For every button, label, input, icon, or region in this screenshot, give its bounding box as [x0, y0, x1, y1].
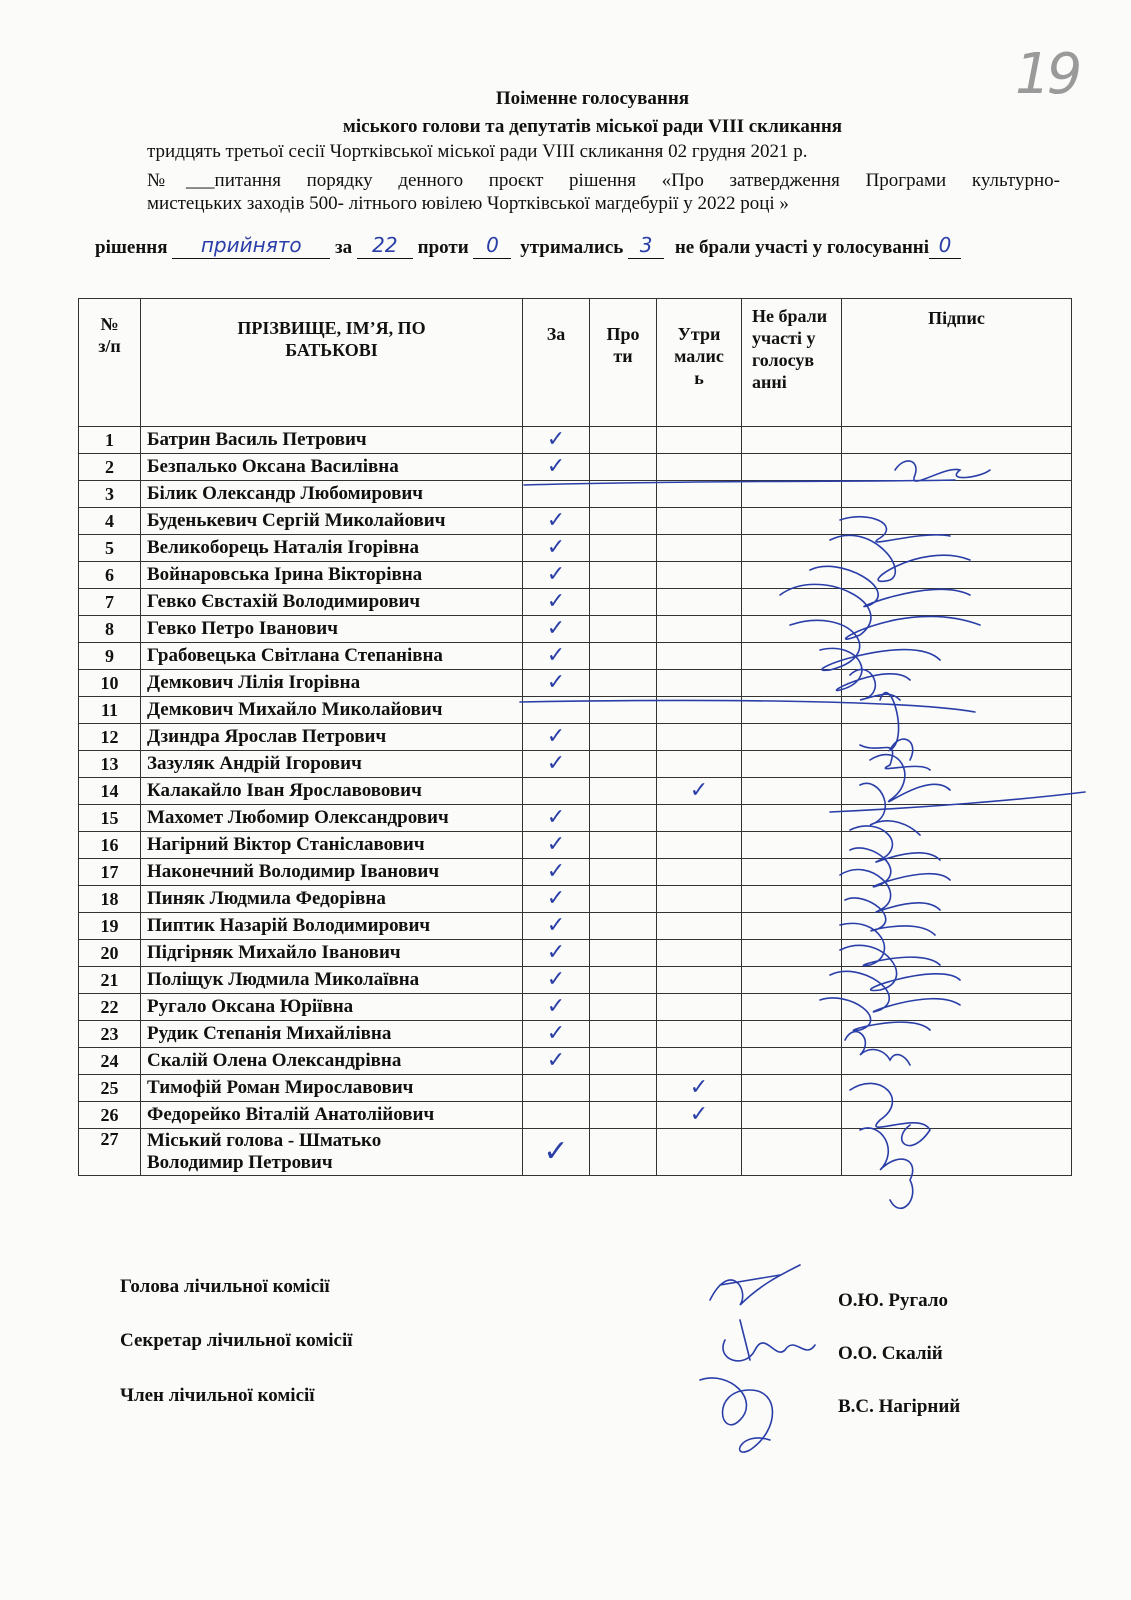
vote-not-participated-cell: [742, 1075, 842, 1102]
row-name: Рудик Степанія Михайлівна: [141, 1021, 523, 1048]
row-name: Буденькевич Сергій Миколайович: [141, 508, 523, 535]
vote-not-participated-cell: [742, 859, 842, 886]
vote-against-cell: [590, 778, 657, 805]
row-number: 1: [79, 427, 141, 454]
table-row: [79, 1021, 1072, 1048]
vote-for-cell: [523, 481, 590, 508]
vote-for-cell: [523, 1102, 590, 1129]
signature-cell: [842, 994, 1072, 1021]
abstained-count: 3: [639, 233, 653, 257]
row-number: 9: [79, 643, 141, 670]
vote-for-cell: [523, 994, 590, 1021]
vote-for-cell: [523, 805, 590, 832]
check-mark: ✓: [689, 1075, 709, 1100]
row-name: Калакайло Іван Ярославовович: [141, 778, 523, 805]
signature-cell: [842, 805, 1072, 832]
vote-abstained-cell: [657, 913, 742, 940]
vote-against-cell: [590, 967, 657, 994]
vote-against-cell: [590, 1075, 657, 1102]
signature-cell: [842, 481, 1072, 508]
session-line: тридцять третьої сесії Чортківської міської ради VIII скликання 02 грудня 2021 р.: [147, 141, 808, 162]
vote-not-participated-cell: [742, 886, 842, 913]
vote-not-participated-cell: [742, 616, 842, 643]
check-mark: ✓: [546, 427, 566, 452]
table-row: [79, 1102, 1072, 1129]
vote-abstained-cell: [657, 967, 742, 994]
vote-against-cell: [590, 940, 657, 967]
row-number: 18: [79, 886, 141, 913]
header-name: ПРІЗВИЩЕ, ІМ’Я, ПО БАТЬКОВІ: [141, 299, 523, 427]
table-row: [79, 805, 1072, 832]
check-mark: ✓: [546, 859, 566, 884]
row-name: Дзиндра Ярослав Петрович: [141, 724, 523, 751]
vote-against-cell: [590, 697, 657, 724]
table-row: [79, 913, 1072, 940]
vote-abstained-cell: [657, 751, 742, 778]
table-row: [79, 832, 1072, 859]
table-row: [79, 508, 1072, 535]
row-number: 6: [79, 562, 141, 589]
check-mark: ✓: [546, 805, 566, 830]
signature-cell: [842, 1129, 1072, 1176]
table-row: [79, 940, 1072, 967]
vote-abstained-cell: [657, 670, 742, 697]
row-name: Зазуляк Андрій Ігорович: [141, 751, 523, 778]
decision-value: прийнято: [200, 233, 302, 257]
row-name: Підгірняк Михайло Іванович: [141, 940, 523, 967]
vote-against-cell: [590, 913, 657, 940]
row-name: Войнаровська Ірина Вікторівна: [141, 562, 523, 589]
check-mark: ✓: [546, 1048, 566, 1073]
vote-not-participated-cell: [742, 724, 842, 751]
signature-cell: [842, 562, 1072, 589]
vote-against-cell: [590, 535, 657, 562]
row-number: 23: [79, 1021, 141, 1048]
vote-for-cell: [523, 454, 590, 481]
vote-abstained-cell: [657, 1075, 742, 1102]
row-name: Пиптик Назарій Володимирович: [141, 913, 523, 940]
signature-cell: [842, 697, 1072, 724]
table-row: [79, 481, 1072, 508]
vote-abstained-cell: [657, 508, 742, 535]
vote-abstained-cell: [657, 454, 742, 481]
signature-cell: [842, 913, 1072, 940]
vote-abstained-cell: [657, 1048, 742, 1075]
member-signature: [700, 1378, 773, 1452]
table-row: [79, 778, 1072, 805]
vote-not-participated-cell: [742, 940, 842, 967]
table-row: [79, 967, 1072, 994]
vote-for-cell: [523, 697, 590, 724]
voting-table: [78, 298, 1072, 1176]
check-mark: ✓: [546, 940, 566, 965]
chair-name: О.Ю. Ругало: [838, 1290, 948, 1311]
vote-against-cell: [590, 886, 657, 913]
vote-abstained-cell: [657, 778, 742, 805]
vote-not-participated-cell: [742, 481, 842, 508]
row-name: Наконечний Володимир Іванович: [141, 859, 523, 886]
check-mark: ✓: [546, 643, 566, 668]
vote-for-cell: [523, 778, 590, 805]
vote-for-cell: [523, 562, 590, 589]
table-row: [79, 994, 1072, 1021]
page-subtitle: міського голови та депутатів міської ради VIII скликання: [342, 116, 843, 137]
for-label: за: [335, 237, 353, 258]
row-name: Гевко Євстахій Володимирович: [141, 589, 523, 616]
signature-cell: [842, 859, 1072, 886]
signature-cell: [842, 832, 1072, 859]
check-mark: ✓: [546, 724, 566, 749]
vote-for-cell: [523, 1021, 590, 1048]
row-number: 21: [79, 967, 141, 994]
row-name: Поліщук Людмила Миколаївна: [141, 967, 523, 994]
vote-abstained-cell: [657, 616, 742, 643]
commission-signatures: [680, 1240, 840, 1460]
vote-abstained-cell: [657, 481, 742, 508]
vote-for-cell: [523, 859, 590, 886]
member-name: В.С. Нагірний: [838, 1396, 961, 1417]
row-number: 12: [79, 724, 141, 751]
row-name: Демкович Михайло Миколайович: [141, 697, 523, 724]
vote-for-cell: [523, 535, 590, 562]
row-number: 20: [79, 940, 141, 967]
page-title: Поіменне голосування: [495, 88, 690, 109]
table-row: [79, 454, 1072, 481]
header-for: За: [523, 299, 590, 427]
vote-for-cell: [523, 751, 590, 778]
row-name: Грабовецька Світлана Степанівна: [141, 643, 523, 670]
signature-cell: [842, 1048, 1072, 1075]
check-mark: ✓: [546, 1021, 566, 1046]
signature-cell: [842, 886, 1072, 913]
vote-abstained-cell: [657, 697, 742, 724]
check-mark: ✓: [546, 562, 566, 587]
table-row: [79, 643, 1072, 670]
decision-value-field: [172, 233, 330, 259]
header-num: № з/п: [79, 299, 141, 427]
table-row: [79, 562, 1072, 589]
vote-not-participated-cell: [742, 589, 842, 616]
vote-for-cell: [523, 670, 590, 697]
check-mark: ✓: [546, 832, 566, 857]
agenda-item-line-2: мистецьких заходів 500- літнього ювілею Чортківської магдебурії у 2022 році »: [147, 193, 789, 214]
vote-for-cell: [523, 832, 590, 859]
secretary-name: О.О. Скалій: [838, 1343, 943, 1364]
signature-cell: [842, 778, 1072, 805]
vote-abstained-cell: [657, 886, 742, 913]
row-name: Батрин Василь Петрович: [141, 427, 523, 454]
signature-cell: [842, 940, 1072, 967]
vote-for-cell: [523, 643, 590, 670]
vote-abstained-cell: [657, 1102, 742, 1129]
vote-abstained-cell: [657, 427, 742, 454]
vote-for-cell: [523, 940, 590, 967]
vote-not-participated-cell: [742, 670, 842, 697]
vote-abstained-cell: [657, 643, 742, 670]
row-name: Демкович Лілія Ігорівна: [141, 670, 523, 697]
secretary-label: Секретар лічильної комісії: [120, 1330, 353, 1351]
row-number: 25: [79, 1075, 141, 1102]
decision-line: [95, 233, 961, 259]
vote-abstained-cell: [657, 724, 742, 751]
row-name: Федорейко Віталій Анатолійович: [141, 1102, 523, 1129]
row-name: Великоборець Наталія Ігорівна: [141, 535, 523, 562]
vote-for-cell: [523, 1129, 590, 1176]
vote-against-cell: [590, 508, 657, 535]
for-count: 22: [372, 233, 398, 257]
signature-cell: [842, 1102, 1072, 1129]
vote-for-cell: [523, 913, 590, 940]
member-label: Член лічильної комісії: [120, 1385, 315, 1406]
row-number: 16: [79, 832, 141, 859]
vote-for-cell: [523, 589, 590, 616]
vote-against-cell: [590, 454, 657, 481]
against-label: проти: [417, 237, 469, 258]
vote-against-cell: [590, 1129, 657, 1176]
vote-abstained-cell: [657, 859, 742, 886]
abstained-label: утримались: [520, 237, 624, 258]
vote-against-cell: [590, 643, 657, 670]
row-number: 7: [79, 589, 141, 616]
signature-cell: [842, 589, 1072, 616]
header-not-participated: Не брали участі у голосув анні: [742, 299, 842, 427]
vote-against-cell: [590, 427, 657, 454]
check-mark: ✓: [546, 454, 566, 479]
table-row: [79, 616, 1072, 643]
vote-not-participated-cell: [742, 1129, 842, 1176]
against-count-field: [473, 233, 511, 259]
vote-abstained-cell: [657, 589, 742, 616]
check-mark: ✓: [543, 1134, 569, 1169]
check-mark: ✓: [546, 616, 566, 641]
header-abstained: Утри малис ь: [657, 299, 742, 427]
vote-not-participated-cell: [742, 913, 842, 940]
row-number: 13: [79, 751, 141, 778]
vote-abstained-cell: [657, 994, 742, 1021]
vote-not-participated-cell: [742, 535, 842, 562]
signature-cell: [842, 508, 1072, 535]
vote-not-participated-cell: [742, 427, 842, 454]
decision-label: рішення: [95, 237, 168, 258]
row-number: 10: [79, 670, 141, 697]
vote-against-cell: [590, 1102, 657, 1129]
vote-abstained-cell: [657, 1129, 742, 1176]
row-number: 19: [79, 913, 141, 940]
row-number: 2: [79, 454, 141, 481]
signature-cell: [842, 967, 1072, 994]
vote-against-cell: [590, 994, 657, 1021]
row-name: Тимофій Роман Мирославович: [141, 1075, 523, 1102]
row-name: Міський голова - Шматько Володимир Петрович: [141, 1129, 523, 1176]
signature-cell: [842, 535, 1072, 562]
header-against: Про ти: [590, 299, 657, 427]
vote-not-participated-cell: [742, 967, 842, 994]
vote-not-participated-cell: [742, 508, 842, 535]
vote-against-cell: [590, 832, 657, 859]
vote-not-participated-cell: [742, 832, 842, 859]
vote-abstained-cell: [657, 1021, 742, 1048]
vote-against-cell: [590, 481, 657, 508]
vote-against-cell: [590, 1021, 657, 1048]
row-name: Ругало Оксана Юріївна: [141, 994, 523, 1021]
vote-abstained-cell: [657, 535, 742, 562]
vote-abstained-cell: [657, 940, 742, 967]
signature-cell: [842, 454, 1072, 481]
vote-not-participated-cell: [742, 1021, 842, 1048]
row-number: 4: [79, 508, 141, 535]
check-mark: ✓: [546, 535, 566, 560]
vote-for-cell: [523, 967, 590, 994]
table-row: [79, 1129, 1072, 1176]
table-row: [79, 724, 1072, 751]
vote-for-cell: [523, 1075, 590, 1102]
table-row: [79, 886, 1072, 913]
check-mark: ✓: [546, 670, 566, 695]
check-mark: ✓: [546, 751, 566, 776]
check-mark: ✓: [689, 778, 709, 803]
row-number: 15: [79, 805, 141, 832]
signature-cell: [842, 616, 1072, 643]
agenda-item-line: №___питання порядку денного проєкт рішення «Про затвердження Програми культурно-: [147, 170, 1060, 191]
vote-against-cell: [590, 589, 657, 616]
check-mark: ✓: [546, 886, 566, 911]
row-number: 14: [79, 778, 141, 805]
row-number: 3: [79, 481, 141, 508]
for-count-field: [357, 233, 413, 259]
vote-not-participated-cell: [742, 805, 842, 832]
row-name: Пиняк Людмила Федорівна: [141, 886, 523, 913]
vote-not-participated-cell: [742, 751, 842, 778]
vote-abstained-cell: [657, 562, 742, 589]
vote-for-cell: [523, 886, 590, 913]
check-mark: ✓: [546, 913, 566, 938]
check-mark: ✓: [546, 508, 566, 533]
signature-cell: [842, 670, 1072, 697]
row-number: 24: [79, 1048, 141, 1075]
table-row: [79, 1048, 1072, 1075]
vote-against-cell: [590, 859, 657, 886]
vote-against-cell: [590, 751, 657, 778]
vote-against-cell: [590, 670, 657, 697]
vote-against-cell: [590, 805, 657, 832]
vote-for-cell: [523, 616, 590, 643]
vote-abstained-cell: [657, 805, 742, 832]
vote-abstained-cell: [657, 832, 742, 859]
vote-against-cell: [590, 616, 657, 643]
row-number: 11: [79, 697, 141, 724]
abstained-count-field: [628, 233, 664, 259]
vote-not-participated-cell: [742, 697, 842, 724]
row-number: 27: [79, 1129, 141, 1176]
signature-cell: [842, 1021, 1072, 1048]
vote-not-participated-cell: [742, 643, 842, 670]
vote-not-participated-cell: [742, 562, 842, 589]
chair-label: Голова лічильної комісії: [120, 1276, 330, 1297]
vote-not-participated-cell: [742, 994, 842, 1021]
table-row: [79, 589, 1072, 616]
row-number: 8: [79, 616, 141, 643]
check-mark: ✓: [546, 967, 566, 992]
vote-against-cell: [590, 1048, 657, 1075]
row-name: Безпалько Оксана Василівна: [141, 454, 523, 481]
signature-cell: [842, 1075, 1072, 1102]
not-participated-label: не брали участі у голосуванні: [674, 237, 930, 258]
vote-not-participated-cell: [742, 1048, 842, 1075]
table-header-row: [79, 299, 1072, 427]
table-row: [79, 1075, 1072, 1102]
check-mark: ✓: [689, 1102, 709, 1127]
row-number: 22: [79, 994, 141, 1021]
table-row: [79, 670, 1072, 697]
chair-signature: [710, 1265, 800, 1305]
row-number: 26: [79, 1102, 141, 1129]
row-name: Гевко Петро Іванович: [141, 616, 523, 643]
row-number: 5: [79, 535, 141, 562]
signature-cell: [842, 427, 1072, 454]
table-row: [79, 535, 1072, 562]
row-name: Білик Олександр Любомирович: [141, 481, 523, 508]
header-signature: Підпис: [842, 299, 1072, 427]
check-mark: ✓: [546, 589, 566, 614]
row-name: Махомет Любомир Олександрович: [141, 805, 523, 832]
vote-not-participated-cell: [742, 778, 842, 805]
row-number: 17: [79, 859, 141, 886]
vote-for-cell: [523, 427, 590, 454]
vote-not-participated-cell: [742, 1102, 842, 1129]
vote-for-cell: [523, 1048, 590, 1075]
row-name: Нагірний Віктор Станіславович: [141, 832, 523, 859]
vote-against-cell: [590, 724, 657, 751]
not-participated-count: 0: [938, 233, 952, 257]
row-name: Скалій Олена Олександрівна: [141, 1048, 523, 1075]
signature-cell: [842, 643, 1072, 670]
signature-cell: [842, 724, 1072, 751]
check-mark: ✓: [546, 994, 566, 1019]
vote-not-participated-cell: [742, 454, 842, 481]
table-row: [79, 751, 1072, 778]
vote-for-cell: [523, 508, 590, 535]
page-number: 19: [1015, 42, 1079, 107]
vote-against-cell: [590, 562, 657, 589]
table-row: [79, 427, 1072, 454]
not-participated-count-field: [929, 233, 961, 259]
secretary-signature: [723, 1320, 815, 1361]
signature-cell: [842, 751, 1072, 778]
table-row: [79, 697, 1072, 724]
vote-for-cell: [523, 724, 590, 751]
table-row: [79, 859, 1072, 886]
against-count: 0: [486, 233, 499, 257]
